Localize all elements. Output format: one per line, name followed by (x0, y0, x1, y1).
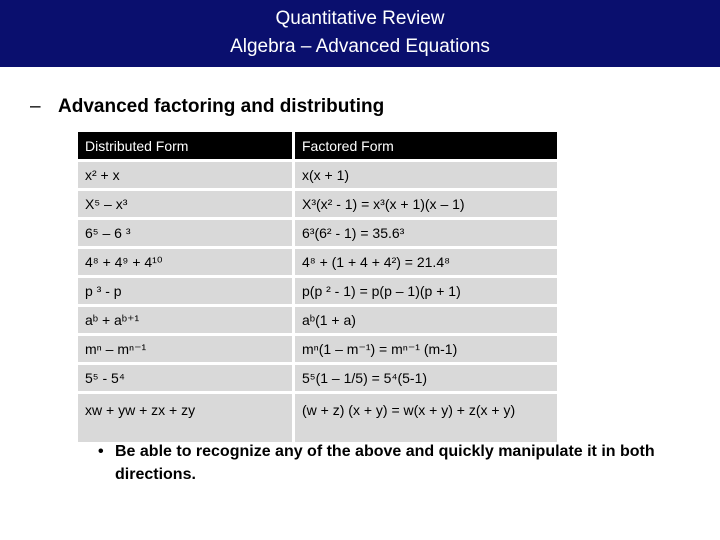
distributed-cell: p ³ - p (78, 277, 294, 306)
distributed-cell: x² + x (78, 161, 294, 190)
table-row (78, 161, 557, 190)
distributed-cell: aᵇ + aᵇ⁺¹ (78, 306, 294, 335)
table-header-row (78, 132, 557, 161)
distributed-cell: 6⁵ – 6 ³ (78, 219, 294, 248)
column-header: Factored Form (294, 132, 558, 161)
factored-cell: aᵇ(1 + a) (294, 306, 558, 335)
table-row (78, 248, 557, 277)
page-title: Quantitative Review (275, 8, 445, 29)
factored-cell: X³(x² - 1) = x³(x + 1)(x – 1) (294, 190, 558, 219)
table-row (78, 393, 557, 443)
factored-cell: 5⁵(1 – 1/5) = 5⁴(5-1) (294, 364, 558, 393)
factored-cell: x(x + 1) (294, 161, 558, 190)
table-row (78, 335, 557, 364)
distributed-cell: 5⁵ - 5⁴ (78, 364, 294, 393)
table-row (78, 219, 557, 248)
factored-cell: p(p ² - 1) = p(p – 1)(p + 1) (294, 277, 558, 306)
title-bar (0, 0, 720, 67)
table-row (78, 306, 557, 335)
distributed-cell: mⁿ – mⁿ⁻¹ (78, 335, 294, 364)
dash-marker: – (30, 96, 41, 117)
page-subtitle: Algebra – Advanced Equations (230, 36, 490, 57)
bullet-marker: • (98, 443, 104, 460)
table-row (78, 277, 557, 306)
factored-cell: 6³(6² - 1) = 35.6³ (294, 219, 558, 248)
bullet-text: Be able to recognize any of the above and quickly manipulate it in both directions. (115, 443, 655, 483)
factored-cell: 4⁸ + (1 + 4 + 4²) = 21.4⁸ (294, 248, 558, 277)
distributed-cell: X⁵ – x³ (78, 190, 294, 219)
table-row (78, 190, 557, 219)
section-title: Advanced factoring and distributing (58, 96, 385, 117)
factored-cell: (w + z) (x + y) = w(x + y) + z(x + y) (294, 393, 558, 443)
factored-cell: mⁿ(1 – m⁻¹) = mⁿ⁻¹ (m-1) (294, 335, 558, 364)
distributed-cell: xw + yw + zx + zy (78, 393, 294, 443)
bullet-note (98, 440, 678, 486)
column-header: Distributed Form (78, 132, 294, 161)
table-row (78, 364, 557, 393)
distributed-cell: 4⁸ + 4⁹ + 4¹⁰ (78, 248, 294, 277)
equations-table (78, 132, 557, 442)
section-heading (30, 96, 384, 118)
